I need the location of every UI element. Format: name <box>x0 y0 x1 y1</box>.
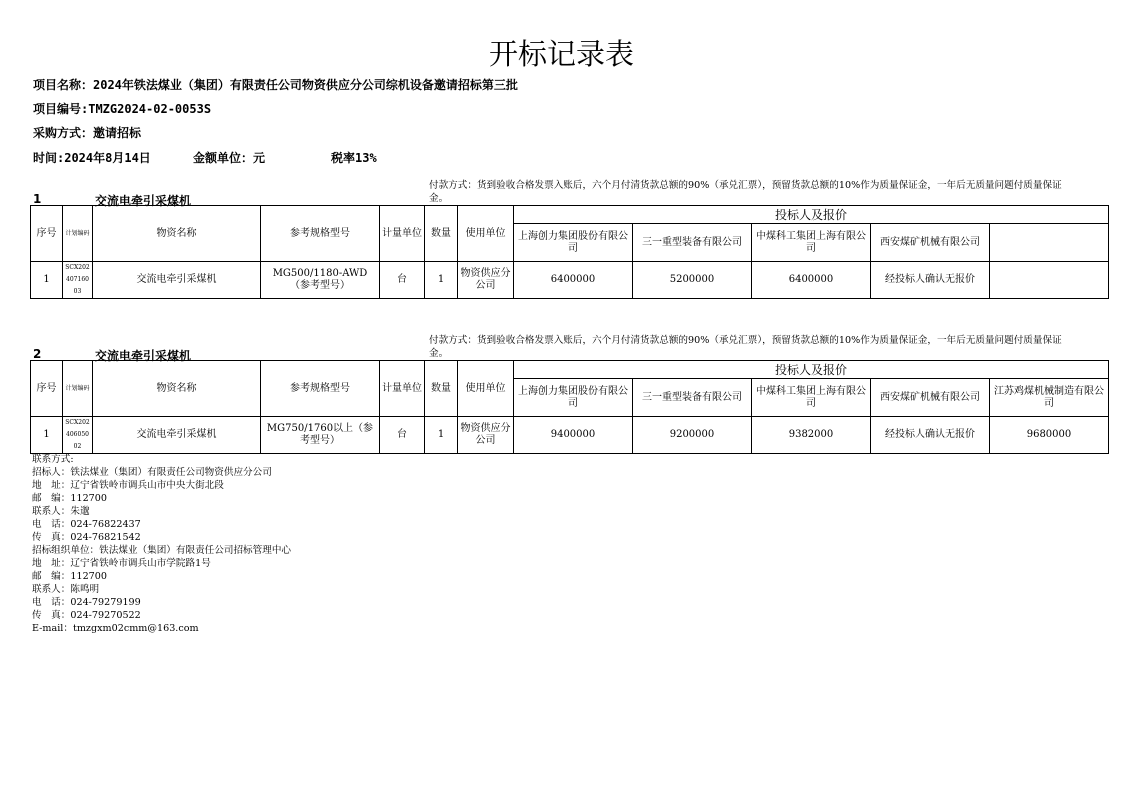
contact-line: 招标人：铁法煤业（集团）有限责任公司物资供应分公司 <box>32 467 272 478</box>
tax-rate: 税率13% <box>331 151 377 165</box>
bidder-name: 上海创力集团股份有限公司 <box>514 224 633 262</box>
section-number: 2 <box>33 347 42 361</box>
contact-line: 传 真：024-76821542 <box>32 532 141 543</box>
table-row <box>31 262 1109 299</box>
bid-price: 9200000 <box>633 417 752 454</box>
row-unit: 台 <box>380 262 425 299</box>
header-spec: 参考规格型号 <box>261 206 380 262</box>
row-unit: 台 <box>380 417 425 454</box>
bid-price: 5200000 <box>633 262 752 299</box>
header-material: 物资名称 <box>93 361 261 417</box>
contact-line: 邮 编：112700 <box>32 571 107 582</box>
bid-table <box>30 205 1109 299</box>
bidder-name: 上海创力集团股份有限公司 <box>514 379 633 417</box>
section-name: 交流电牵引采煤机 <box>95 349 192 363</box>
bidder-name: 江苏鸡煤机械制造有限公司 <box>990 379 1109 417</box>
payment-terms: 付款方式：货到验收合格发票入账后，六个月付清货款总额的90%（承兑汇票），预留货款总额的10%作为质量保证金，一年后无质量问题付质量保证金。 <box>429 335 1062 359</box>
contact-line: E-mail：tmzgxm02cmm@163.com <box>32 623 199 634</box>
header-dept: 使用单位 <box>458 206 514 262</box>
contact-line: 联系方式: <box>32 454 74 465</box>
row-code: SCX20240605002 <box>63 417 93 454</box>
bidder-name: 中煤科工集团上海有限公司 <box>752 224 871 262</box>
section-number: 1 <box>33 192 42 206</box>
bid-price: 9680000 <box>990 417 1109 454</box>
bid-price: 6400000 <box>514 262 633 299</box>
payment-terms: 付款方式：货到验收合格发票入账后，六个月付清货款总额的90%（承兑汇票），预留货款总额的10%作为质量保证金，一年后无质量问题付质量保证金。 <box>429 180 1062 204</box>
header-seq: 序号 <box>31 206 63 262</box>
bidder-name: 西安煤矿机械有限公司 <box>871 379 990 417</box>
bid-price: 经投标人确认无报价 <box>871 262 990 299</box>
bid-table <box>30 360 1109 454</box>
bidder-name: 三一重型装备有限公司 <box>633 379 752 417</box>
header-dept: 使用单位 <box>458 361 514 417</box>
header-qty: 数量 <box>425 206 458 262</box>
contact-line: 电 话：024-76822437 <box>32 519 141 530</box>
page-title: 开标记录表 <box>488 37 634 71</box>
row-seq: 1 <box>31 417 63 454</box>
header-code: 计划编码 <box>63 361 93 417</box>
bid-price <box>990 262 1109 299</box>
row-qty: 1 <box>425 417 458 454</box>
row-spec: MG500/1180-AWD（参考型号） <box>261 262 380 299</box>
table-row <box>31 417 1109 454</box>
header-spec: 参考规格型号 <box>261 361 380 417</box>
row-seq: 1 <box>31 262 63 299</box>
contact-line: 地 址：辽宁省铁岭市调兵山市中央大街北段 <box>32 480 224 491</box>
row-qty: 1 <box>425 262 458 299</box>
header-bidders: 投标人及报价 <box>514 361 1109 379</box>
section-name: 交流电牵引采煤机 <box>95 194 192 208</box>
contact-line: 地 址：辽宁省铁岭市调兵山市学院路1号 <box>32 558 211 569</box>
bid-price: 6400000 <box>752 262 871 299</box>
bid-price: 9382000 <box>752 417 871 454</box>
bid-price: 经投标人确认无报价 <box>871 417 990 454</box>
row-dept: 物资供应分公司 <box>458 417 514 454</box>
row-material: 交流电牵引采煤机 <box>93 417 261 454</box>
bidder-name: 西安煤矿机械有限公司 <box>871 224 990 262</box>
contact-line: 联系人：朱邈 <box>32 506 90 517</box>
bidder-name: 三一重型装备有限公司 <box>633 224 752 262</box>
header-material: 物资名称 <box>93 206 261 262</box>
header-qty: 数量 <box>425 361 458 417</box>
currency-unit: 金额单位：元 <box>193 151 266 165</box>
header-seq: 序号 <box>31 361 63 417</box>
header-code: 计划编码 <box>63 206 93 262</box>
contact-line: 电 话：024-79279199 <box>32 597 141 608</box>
row-dept: 物资供应分公司 <box>458 262 514 299</box>
row-material: 交流电牵引采煤机 <box>93 262 261 299</box>
bidder-name: 中煤科工集团上海有限公司 <box>752 379 871 417</box>
header-unit: 计量单位 <box>380 206 425 262</box>
contact-info <box>32 453 291 635</box>
row-spec: MG750/1760以上（参考型号） <box>261 417 380 454</box>
contact-line: 传 真：024-79270522 <box>32 610 141 621</box>
project-name: 项目名称：2024年铁法煤业（集团）有限责任公司物资供应分公司综机设备邀请招标第三批 <box>33 78 518 92</box>
bidder-name <box>990 224 1109 262</box>
bid-time: 时间:2024年8月14日 <box>33 151 151 165</box>
contact-line: 招标组织单位：铁法煤业（集团）有限责任公司招标管理中心 <box>32 545 292 556</box>
row-code: SCX20240716003 <box>63 262 93 299</box>
header-bidders: 投标人及报价 <box>514 206 1109 224</box>
header-unit: 计量单位 <box>380 361 425 417</box>
contact-line: 联系人：陈鸣明 <box>32 584 100 595</box>
contact-line: 邮 编：112700 <box>32 493 107 504</box>
meta-line <box>33 150 377 166</box>
bid-price: 9400000 <box>514 417 633 454</box>
project-number: 项目编号:TMZG2024-02-0053S <box>33 102 212 116</box>
purchase-method: 采购方式：邀请招标 <box>33 126 142 140</box>
